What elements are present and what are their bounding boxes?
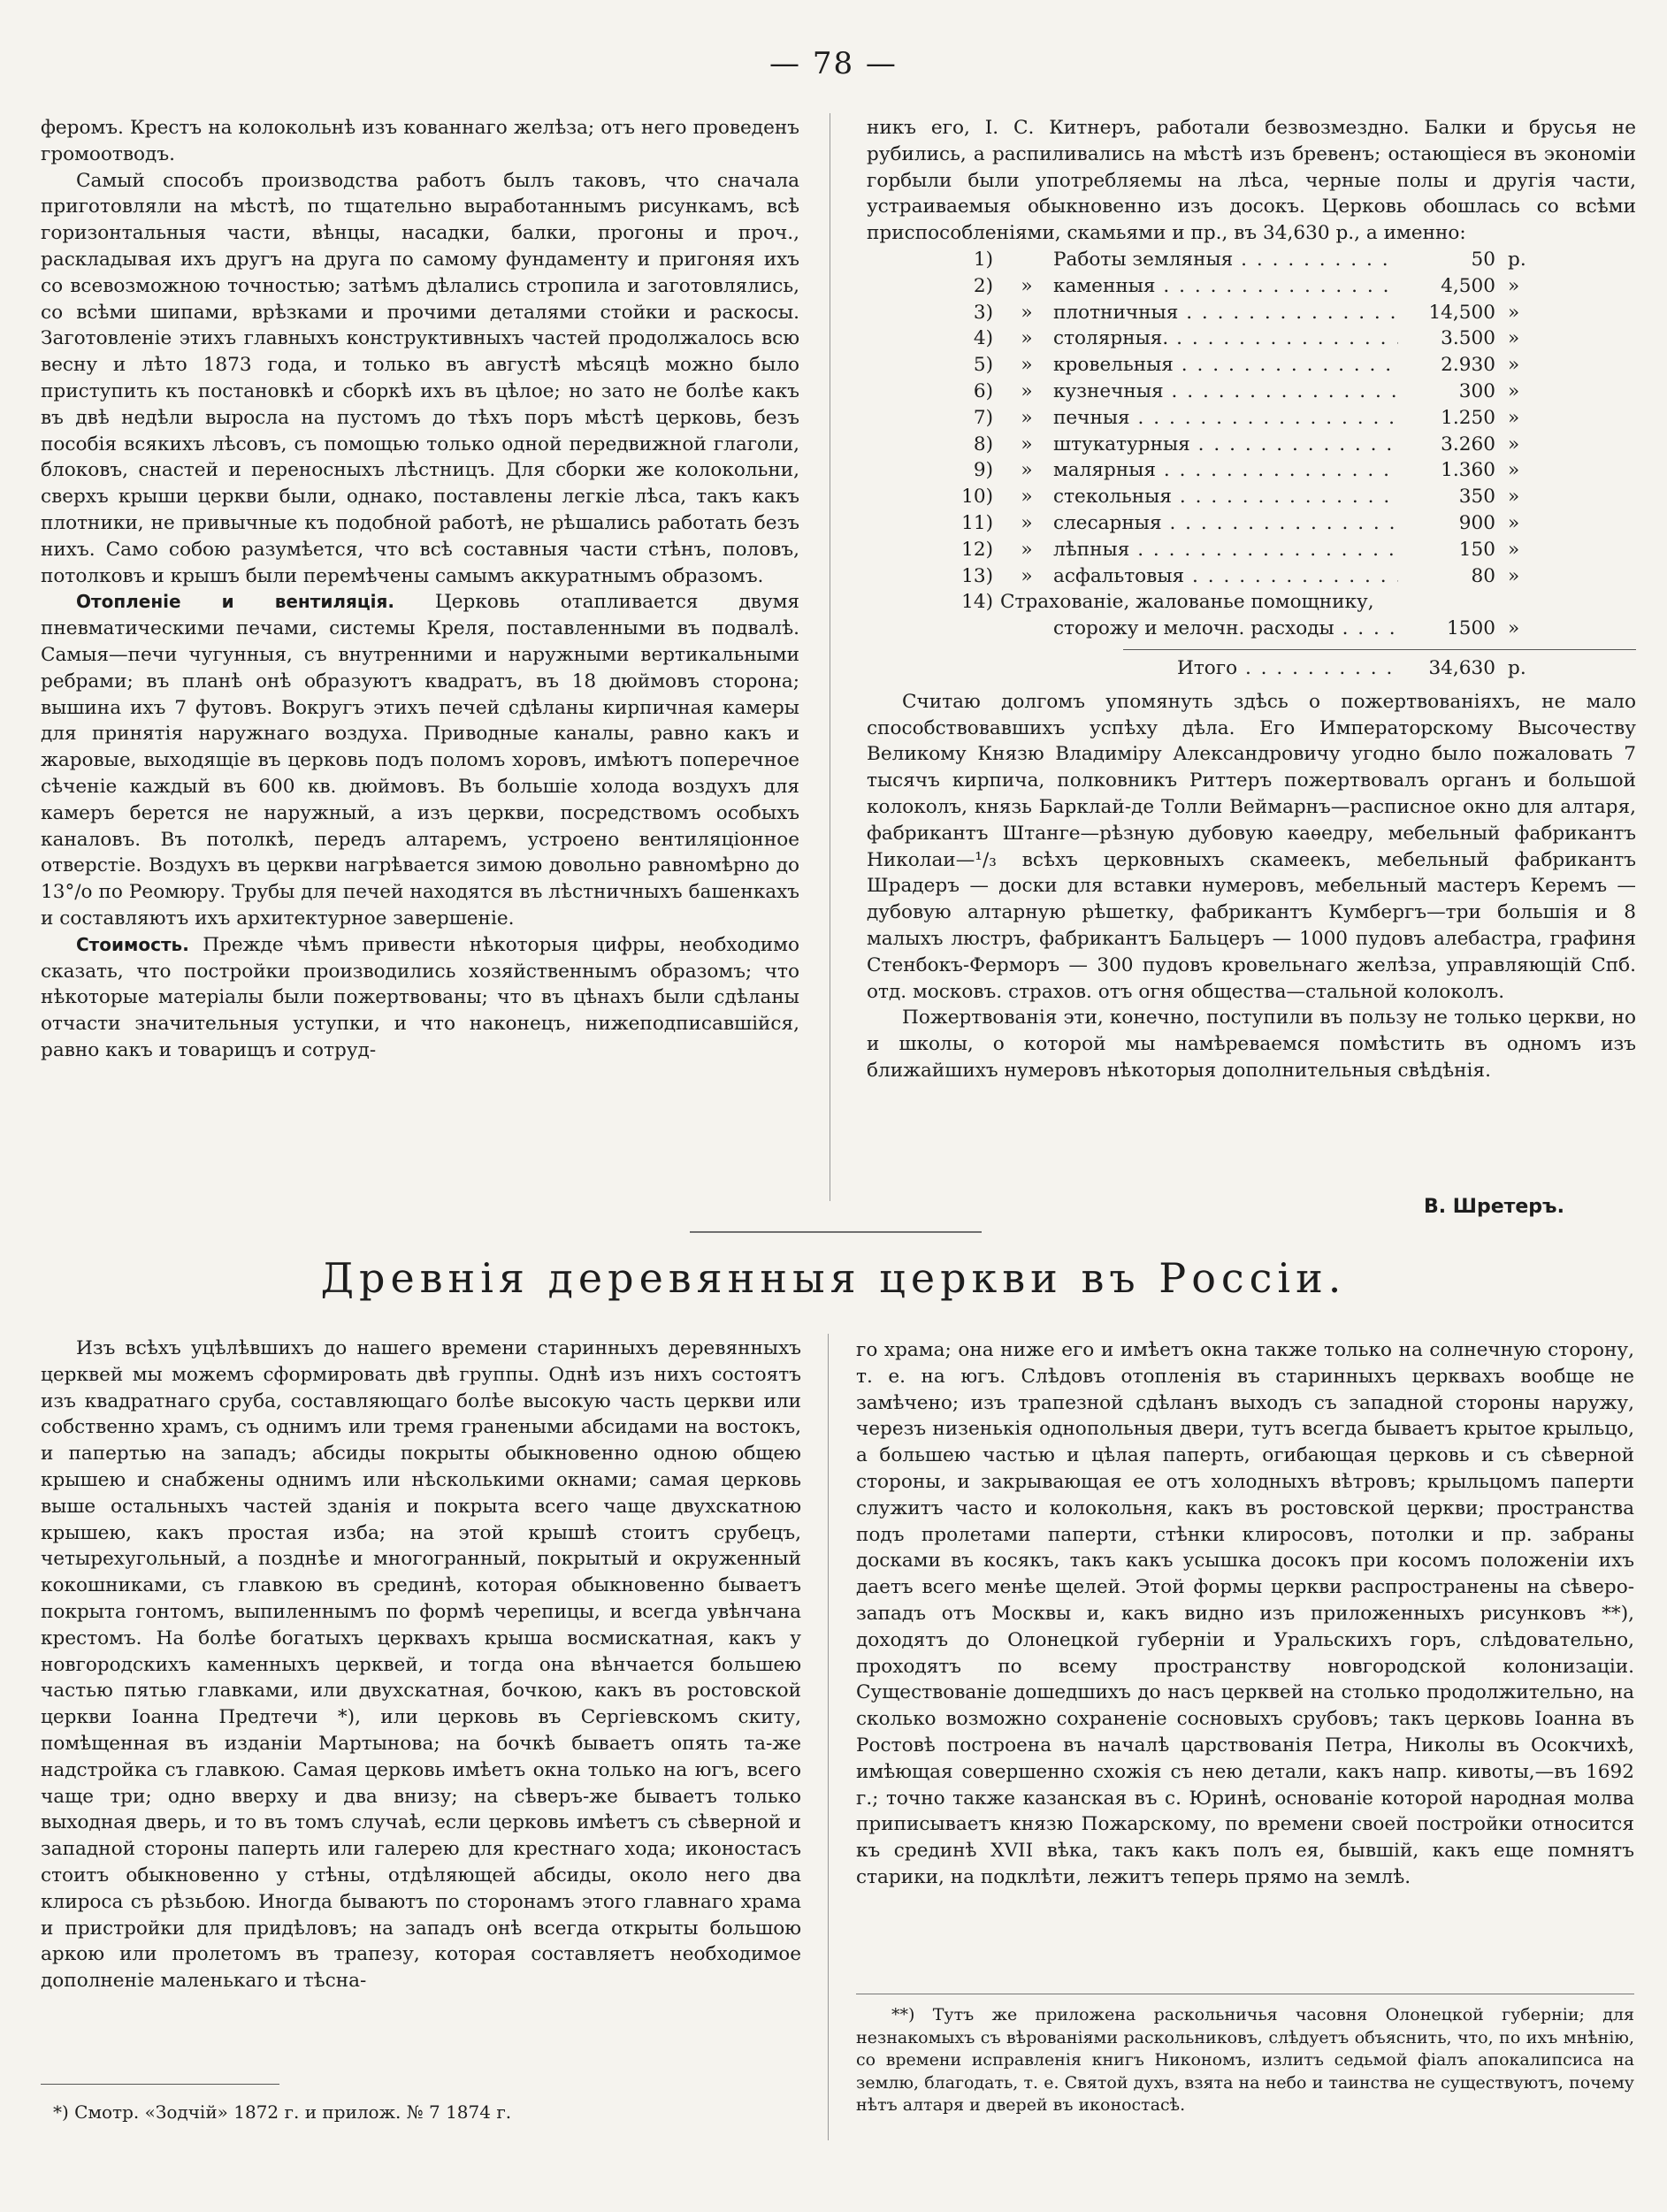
heating-heading: Отопленіе и вентиляція.: [76, 591, 394, 613]
cost-num: 2): [973, 274, 993, 297]
cost-unit: »: [1508, 486, 1520, 509]
cost-num: 12): [961, 538, 993, 561]
paragraph: Изъ всѣхъ уцѣлѣвшихъ до нашего времени старинныхъ деревянныхъ церквей мы можемъ сформировать двѣ группы. Однѣ изъ нихъ состоятъ изъ квадратнаго сруба, составляющаго болѣе высокую часть церкви или собственно храмъ, съ однимъ или тремя гранеными абсидами на востокъ, и папертью на западъ; абсиды покрыты обыкновенно одною общею крышею и снабжены однимъ или нѣсколькими окнами; самая церковь выше остальныхъ частей зданія и покрыта всего чаще двухскатною крышею, какъ простая изба; на этой крышѣ стоитъ срубецъ, четырехугольный, а позднѣе и многогранный, покрытый и окруженный кокошниками, съ главкою въ срединѣ, которая обыкновенно бываетъ покрыта гонтомъ, выпиленнымъ по формѣ черепицы, и всегда увѣнчана крестомъ. На болѣе богатыхъ церквахъ крыша восмискатная, какъ у новгородскихъ каменныхъ церквей, и тогда она вѣнчается большею частью пятью главками, или двухскатная, бочкою, какъ въ ростовской церкви Іоанна Предтечи *), или церковь въ Сергіевскомъ скиту, помѣщенная въ изданіи Мартынова; на бочкѣ бываетъ опять та-же надстройка съ главкою. Самая церковь имѣетъ окна только на югъ, всего чаще три; одно вверху и два внизу; на сѣверъ-же бываетъ только выходная дверь, и то въ томъ случаѣ, если церковь имѣетъ съ сѣверной и западной стороны паперть или галерею для крестнаго хода; иконостасъ стоитъ обыкновенно у стѣны, отдѣляющей абсиды, около него два клироса съ рѣзьбою. Иногда бываютъ по сторонамъ этого главнаго храма и пристройки для придѣловъ; на западъ онѣ всегда открыты большою аркою или пролетомъ въ трапезу, которая составляетъ необходимое дополненіе маленькаго и тѣсна-: [41, 1337, 801, 1993]
cost-unit: »: [1508, 354, 1520, 377]
footnote-text: **) Тутъ же приложена раскольничья часовня Олонецкой губерніи; для незнакомыхъ съ вѣрованіями раскольниковъ, слѣдуетъ объяснить, что, по ихъ мнѣнію, со времени исправленія книгъ Никономъ, излитъ седьмой фіалъ апокалипсиса на землю, благодать, т. е. Святой духъ, взята на небо и таинства не существуютъ, почему нѣтъ алтаря и дверей въ иконостасѣ.: [856, 2005, 1634, 2115]
cost-amount: 4,500: [1441, 274, 1495, 297]
cost-num: 4): [973, 327, 993, 350]
cost-row: [942, 405, 1552, 432]
cost-unit: »: [1508, 617, 1520, 640]
cost-row: [942, 484, 1552, 510]
paragraph-heating: [41, 589, 799, 931]
cost-label: кровельныя . . .: [1053, 352, 1398, 379]
cost-amount: 3.500: [1441, 327, 1495, 350]
cost-mark: »: [1021, 379, 1033, 402]
footnote-left: *) Смотр. «Зодчій» 1872 г. и прилож. № 7 1874 г.: [53, 2101, 512, 2123]
cost-num: 6): [973, 379, 993, 402]
cost-label: слесарныя . . .: [1053, 510, 1398, 537]
cost-row-14-line2: [942, 616, 1552, 642]
cost-mark: »: [1021, 511, 1033, 534]
cost-row: [942, 247, 1552, 273]
cost-unit: р.: [1508, 248, 1526, 271]
cost-label: каменныя . . .: [1053, 273, 1398, 300]
cost-row: [942, 510, 1552, 537]
cost-amount: 14,500: [1428, 301, 1495, 324]
cost-row: [942, 325, 1552, 352]
cost-list: [942, 247, 1552, 642]
cost-label: столярныя. . . .: [1053, 325, 1398, 352]
cost-mark: »: [1021, 354, 1033, 377]
cost-row: [942, 563, 1552, 590]
cost-unit: »: [1508, 459, 1520, 482]
cost-num: 10): [961, 486, 993, 509]
signature: В. Шретеръ.: [1424, 1196, 1564, 1218]
cost-heading: Стоимость.: [76, 933, 189, 955]
cost-row: [942, 457, 1552, 484]
cost-label: асфальтовыя . . .: [1053, 563, 1398, 590]
cost-amount: 350: [1458, 486, 1495, 509]
cost-row: [942, 273, 1552, 300]
cost-label: Страхованіе, жалованье помощнику,: [1000, 591, 1374, 614]
cost-total: [942, 655, 1552, 682]
cost-mark: »: [1021, 459, 1033, 482]
cost-num: 11): [961, 511, 993, 534]
bottom-left-column: [41, 1336, 801, 2092]
cost-row: [942, 379, 1552, 405]
paragraph: никъ его, I. С. Китнеръ, работали безвозмездно. Балки и брусья не рубились, а распиливались на мѣстѣ изъ бревенъ; остающіеся въ экономіи горбыли были употребляемы на лѣса, черные полы и другія части, устраиваемыя обыкновенно изъ досокъ. Церковь обошлась со всѣми приспособленіями, скамьями и пр., въ 34,630 р., а именно:: [867, 117, 1636, 245]
heating-text: Церковь отапливается двумя пневматическими печами, системы Креля, поставленными въ подвалѣ. Самыя—печи чугунныя, съ внутренними и наружными вертикальными ребрами; въ планѣ онѣ образуютъ квадратъ, въ 18 дюймовъ сторона; вышина ихъ 7 футовъ. Вокругъ этихъ печей сдѣланы кирпичная камеры для принятія наружнаго воздуха. Приводные каналы, равно какъ и жаровые, выходящіе въ церковь подъ поломъ хоровъ, имѣютъ поперечное сѣченіе каждый въ 600 кв. дюймовъ. Въ большіе холода воздухъ для камеръ берется не наружный, а изъ церкви, посредствомъ особыхъ каналовъ. Въ потолкѣ, передъ алтаремъ, устроено вентиляціонное отверстіе. Воздухъ въ церкви нагрѣвается зимою довольно равномѣрно до 13°/о по Реомюру. Трубы для печей находятся въ лѣстничныхъ башенкахъ и составляютъ ихъ архитектурное завершеніе.: [41, 591, 799, 930]
cost-num: 5): [973, 354, 993, 377]
cost-amount: 150: [1458, 538, 1495, 561]
column-divider-bottom: [828, 1334, 829, 2140]
section-divider: [690, 1231, 982, 1233]
cost-row: [942, 537, 1552, 563]
cost-label: печныя . . .: [1053, 405, 1398, 432]
cost-amount: 2.930: [1441, 354, 1495, 377]
cost-label: плотничныя . . .: [1053, 300, 1398, 326]
cost-num: 8): [973, 432, 993, 455]
top-right-column: [867, 115, 1636, 1221]
footnote-rule: [41, 2084, 279, 2085]
cost-num: 3): [973, 301, 993, 324]
page-number: — 78 —: [769, 46, 898, 81]
total-label: Итого . . .: [1053, 655, 1398, 682]
cost-row: [942, 352, 1552, 379]
cost-label: Работы земляныя . . .: [1053, 247, 1398, 273]
cost-mark: »: [1021, 327, 1033, 350]
cost-amount: 900: [1458, 511, 1495, 534]
cost-amount: 1.250: [1441, 406, 1495, 429]
cost-mark: »: [1021, 432, 1033, 455]
bottom-right-column: [856, 1337, 1634, 1992]
cost-num: 13): [961, 564, 993, 587]
cost-num: 9): [973, 459, 993, 482]
cost-num: 1): [973, 248, 993, 271]
cost-label: сторожу и мелочн. расходы . . .: [1053, 616, 1398, 642]
paragraph: Самый способъ производства работъ былъ таковъ, что сначала приготовляли на мѣстѣ, по тщательно выработаннымъ рисункамъ, всѣ горизонтальныя части, вѣнцы, насадки, балки, прогоны и проч., раскладывая ихъ другъ на друга по самому фундаменту и пригоняя ихъ со всевозможною точностью; затѣмъ дѣлались стропила и заготовлялись, со всѣми шипами, врѣзками и прочими деталями стойки и раскосы. Заготовленіе этихъ главныхъ конструктивныхъ частей продолжалось всю весну и лѣто 1873 года, и только въ августѣ мѣсяцѣ можно было приступить къ постановкѣ и сборкѣ ихъ въ цѣлое; но зато не болѣе какъ въ двѣ недѣли выросла на пустомъ до тѣхъ поръ мѣстѣ церковь, безъ пособія всякихъ лѣсовъ, съ помощью только одной передвижной глаголи, блоковъ, снастей и переносныхъ лѣстницъ. Для сборки же колокольни, сверхъ крыши церкви были, однако, поставлены легкіе лѣса, такъ какъ плотники, не привычные къ подобной работѣ, не рѣшались работать безъ нихъ. Само собою разумѣется, что всѣ составныя части стѣнъ, половъ, потолковъ и крышъ были перемѣчены самымъ аккуратнымъ образомъ.: [41, 169, 799, 587]
cost-mark: »: [1021, 486, 1033, 509]
footnote-right: [856, 2004, 1634, 2146]
cost-mark: »: [1021, 538, 1033, 561]
cost-amount: 1.360: [1441, 459, 1495, 482]
cost-amount: 300: [1458, 379, 1495, 402]
cost-label: стекольныя . . .: [1053, 484, 1398, 510]
cost-amount: 80: [1471, 564, 1495, 587]
cost-label: малярныя . . .: [1053, 457, 1398, 484]
cost-amount: 1500: [1447, 617, 1495, 640]
cost-amount: 3.260: [1441, 432, 1495, 455]
cost-mark: »: [1021, 406, 1033, 429]
cost-amount: 50: [1471, 248, 1495, 271]
total-row: [942, 655, 1552, 682]
top-left-column: [41, 115, 799, 1176]
paragraph: го храма; она ниже его и имѣетъ окна также только на солнечную сторону, т. е. на югъ. Слѣдовъ отопленія въ старинныхъ церквахъ вообще не замѣчено; изъ трапезной сдѣланъ выходъ съ западной стороны наружу, черезъ низенькія однопольныя двери, тутъ всегда бываетъ крытое крыльцо, а большею частью и цѣлая паперть, огибающая церковь и съ сѣверной стороны, и закрывающая ее отъ холодныхъ вѣтровъ; крыльцомъ паперти служитъ часто и колокольня, какъ въ ростовской церкви; пространства подъ пролетами паперти, стѣнки клиросовъ, потолки и пр. забраны досками въ косякъ, такъ какъ усышка досокъ при косомъ положеніи ихъ даетъ всего менѣе щелей. Этой формы церкви распространены на сѣверо-западъ отъ Москвы и, какъ видно изъ приложенныхъ рисунковъ **), доходятъ до Олонецкой губерніи и Уральскихъ горъ, слѣдовательно, проходятъ по всему пространству новгородской колонизаціи. Существованіе дошедшихъ до насъ церквей на столько продолжительно, на сколько возможно сохраненіе сосновыхъ срубовъ; такъ церковь Іоанна въ Ростовѣ построена въ началѣ царствованія Петра, Николы въ Осокчихѣ, имѣющая совершенно схожія съ нею детали, какъ напр. кивоты,—въ 1692 г.; точно также казанская въ с. Юринѣ, основаніе которой народная молва приписываетъ князю Пожарскому, по времени своей постройки относится къ срединѣ XVII вѣка, такъ какъ полъ ея, бывшій, какъ еще помнятъ старики, на подклѣти, лежитъ теперь прямо на землѣ.: [856, 1339, 1634, 1888]
cost-row: [942, 432, 1552, 458]
cost-num: 7): [973, 406, 993, 429]
cost-row-14-line1: [942, 589, 1552, 616]
cost-unit: »: [1508, 538, 1520, 561]
cost-label: кузнечныя . . .: [1053, 379, 1398, 405]
cost-unit: »: [1508, 406, 1520, 429]
cost-unit: »: [1508, 301, 1520, 324]
paragraph: феромъ. Крестъ на колокольнѣ изъ кованнаго желѣза; отъ него проведенъ громоотводъ.: [41, 117, 799, 165]
total-unit: р.: [1508, 656, 1526, 679]
cost-label: штукатурныя . . .: [1053, 432, 1398, 458]
total-rule: [1123, 649, 1636, 650]
cost-unit: »: [1508, 511, 1520, 534]
cost-unit: »: [1508, 327, 1520, 350]
cost-unit: »: [1508, 379, 1520, 402]
cost-num: 14): [961, 591, 993, 614]
total-amount: 34,630: [1428, 656, 1495, 679]
paragraph: Считаю долгомъ упомянуть здѣсь о пожертвованіяхъ, не мало способствовавшихъ успѣху дѣла. Его Императорскому Высочеству Великому Князю Владиміру Александровичу угодно было пожаловать 7 тысячъ кирпича, полковникъ Риттеръ пожертвовалъ органъ и большой колоколъ, князь Барклай-де Толли Веймарнъ—расписное окно для алтаря, фабрикантъ Штанге—рѣзную дубовую каѳедру, мебельный фабрикантъ Николаи—¹/₃ всѣхъ церковныхъ скамеекъ, мебельный фабрикантъ Шрадеръ — доски для вставки нумеровъ, мебельный мастеръ Керемъ — дубовую алтарную рѣшетку, фабрикантъ Кумбергъ—три большія и 8 малыхъ люстръ, фабрикантъ Бальцеръ — 1000 пудовъ алебастра, графиня Стенбокъ-Ферморъ — 300 пудовъ кровельнаго желѣза, управляющій Спб. отд. московъ. страхов. отъ огня общества—стальной колоколъ.: [867, 690, 1636, 1003]
cost-mark: »: [1021, 274, 1033, 297]
cost-text: Прежде чѣмъ привести нѣкоторыя цифры, необходимо сказать, что постройки производились хозяйственнымъ образомъ; что нѣкоторые матеріалы были пожертвованы; что въ цѣнахъ были сдѣланы отчасти значительныя уступки, и что наконецъ, нижеподписавшійся, равно какъ и товарищъ и сотруд-: [41, 933, 799, 1061]
paragraph: Пожертвованія эти, конечно, поступили въ пользу не только церкви, но и школы, о которой мы намѣреваемся помѣстить въ одномъ изъ ближайшихъ нумеровъ нѣкоторыя дополнительныя свѣдѣнія.: [867, 1006, 1636, 1082]
cost-mark: »: [1021, 564, 1033, 587]
cost-unit: »: [1508, 274, 1520, 297]
cost-row: [942, 300, 1552, 326]
cost-label: лѣпныя . . .: [1053, 537, 1398, 563]
cost-mark: »: [1021, 301, 1033, 324]
article-title: Древнія деревянныя церкви въ Россіи.: [320, 1254, 1347, 1302]
cost-unit: »: [1508, 432, 1520, 455]
cost-unit: »: [1508, 564, 1520, 587]
paragraph-cost: [41, 932, 799, 1064]
